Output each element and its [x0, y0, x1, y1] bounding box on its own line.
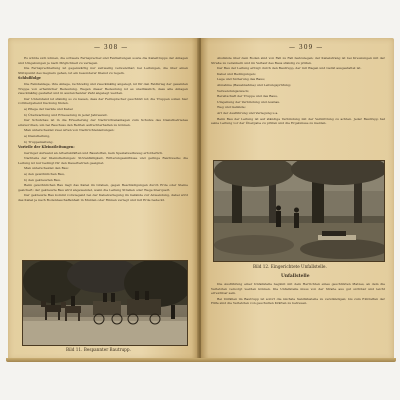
right-list-4: Verwendungszweck; — [217, 88, 250, 93]
right-page-number: — 309 — — [289, 44, 324, 51]
left-block1-2: Der Unterstand ist ständig so zu bauen, dass der Fernsprecher geschützt ist; die Truppen sollen hier vorübergehend Deckung finden. — [18, 96, 188, 106]
left-block1-1: Die Feindanlage, ihre Anlage, rechtzeitig und zweckmäßig angelegt, ist für den Feldkrieg der gesamten Truppe von erheblicher Bedeutung. Wegen dieser Bedeutung ist es unerlässlich, dass alle Anlagen zweckmäßig gestaltet und in ausreichender Zahl angelegt werden. — [18, 81, 188, 96]
bespannter-bautrupp-illustration — [23, 261, 187, 345]
figure-12-caption: Bild 12. Eingerichtete Unfallstelle. — [253, 264, 327, 269]
left-intro-1: Es würde sich lohnen, die schwere Fernsprecher-und Feldleitungen sowie die Kabeltrupps der Anlagen und Umgebungen je nach Möglichkeit zu verlegen. — [18, 56, 188, 65]
right-list-7: Weg und Gelände; — [217, 105, 246, 110]
right-text-bottom — [211, 282, 385, 307]
left-block4-1: Der gekreuzte Bau kommt vorwiegend bei der Kabelverlegung im Gelände zur Anwendung, dabei wird das Kabel je nach Bodenbeschaffenheit in Mulden oder Rinnen verlegt und mit Erde bedeckt. — [18, 193, 188, 203]
left-heading-2: Vorteile der Kleinstleitungen: — [18, 145, 75, 150]
left-heading-1: Schlußfolge — [18, 76, 41, 81]
left-block3-4: a) den gewöhnlichen Bau, — [24, 172, 65, 177]
right-block2-1: Beim Bau der Leitung ist auf ständige Verbindung mit der Vermittlung zu achten. Jeder Bautrupp hat seine Leitung vor der Übergabe zu prüfen und die Ergebnisse zu melden. — [211, 116, 385, 126]
unfallstelle-illustration — [214, 161, 384, 261]
left-intro-2: Die Fernsprechleitung ist gegenwärtig nur zeitweilig verwendbar; bei Leitungen, die über einen Stützpunkt des Gegners gehen, ist ein besonderer Dienst zu regeln. — [18, 66, 188, 75]
open-book — [8, 38, 394, 360]
figure-11-caption: Bild 11. Bespannter Bautrupp. — [66, 347, 131, 352]
left-block3-5: b) den gekreuzten Bau. — [24, 177, 61, 182]
left-text-top — [18, 56, 188, 204]
left-list-a-1: a) Pflege der Geräte und Kabel — [24, 106, 73, 111]
figure-12-photo — [213, 160, 385, 262]
left-page — [8, 38, 199, 360]
left-block2-2: Man unterscheidet zwei Arten von Nachrichtenleitungen: — [24, 128, 115, 133]
left-list-b-1: a) Dienstleitung, — [24, 133, 51, 138]
right-section-heading: Unfallstelle — [281, 274, 310, 279]
right-block1-2: Der Bau der Leitung erfolgt durch den Bautrupp, der mit Wagen und Gerät ausgestattet ist. — [217, 66, 362, 71]
left-block3-3: Man unterscheidet den Bau: — [24, 166, 69, 171]
right-list-6: Umgehung der Verbindung und Ausbau. — [217, 99, 281, 104]
right-list-8: Art der Ausführung und Verlegung u.a. — [217, 110, 279, 115]
left-page-number: — 308 — — [94, 44, 129, 51]
right-list-2: Lage und Sicherung des Baus; — [217, 77, 265, 82]
right-page — [201, 38, 394, 360]
page-edges — [6, 358, 396, 362]
left-block2-1: Der Schutzbau ist in die Erweiterung der Nachrichtenanlagen zum Schutze des Dienstbetriebes einzuordnen, um bei Beschuss den Betrieb aufrechterhalten zu können. — [18, 118, 188, 127]
right-block1-1: Abstände über dem Boden sind von Fall zu Fall festzulegen; der Kabelstrang ist bei Kreuzungen mit der Straße zu verankern und im Verlauf des Baus ständig zu prüfen. — [211, 56, 385, 65]
left-block3-2: Nachteile der Kleinstleitungen: Störanfälligkeit, Witterungseinflüsse und geringe Reichweite; die Leitung ist nur bedingt für den Dauerbetrieb geeignet. — [18, 156, 188, 165]
right-list-3: Abnahme (Bauabnahme) und Leitungsprüfung; — [217, 82, 291, 87]
right-block3-1: Die Ausführung einer Unfallstelle beginnt mit dem Herrichten eines geschützten Platzes, an dem die Verletzten versorgt werden können. Die Unfallstelle muss von der Straße aus gut sichtbar und leicht erreichbar sein. — [211, 282, 385, 296]
left-block3-1: Geringer Aufwand an Arbeitskräften und Baustoffen, kein Spezialwerkzeug erforderlich. — [24, 150, 164, 155]
left-list-a-2: b) Überwachung und Erneuerung in jeder Jahreszeit. — [24, 112, 108, 117]
right-block3-2: Bei Unfällen im Bautrupp ist sofort die nächste Sanitätsstelle zu verständigen; bis zum Eintreffen der Hilfe sind die Verletzten von geschulten Kräften zu betreuen. — [211, 296, 385, 306]
left-block3-6: Beim gewöhnlichen Bau liegt das Kabel im Graben, gegen Beschädigungen durch Erde oder Steine gesichert; der gekreuzte Bau wird angewendet, wenn die Leitung Straßen oder Wege überquert. — [18, 183, 188, 192]
right-text-top — [211, 56, 385, 127]
right-list-1: Kabel und Bedingungen; — [217, 71, 256, 76]
right-list-5: Bereitschaft der Truppe und des Baus, — [217, 94, 278, 99]
left-list-b-2: b) Truppenleitung. — [24, 139, 54, 144]
figure-11-photo — [22, 260, 188, 346]
